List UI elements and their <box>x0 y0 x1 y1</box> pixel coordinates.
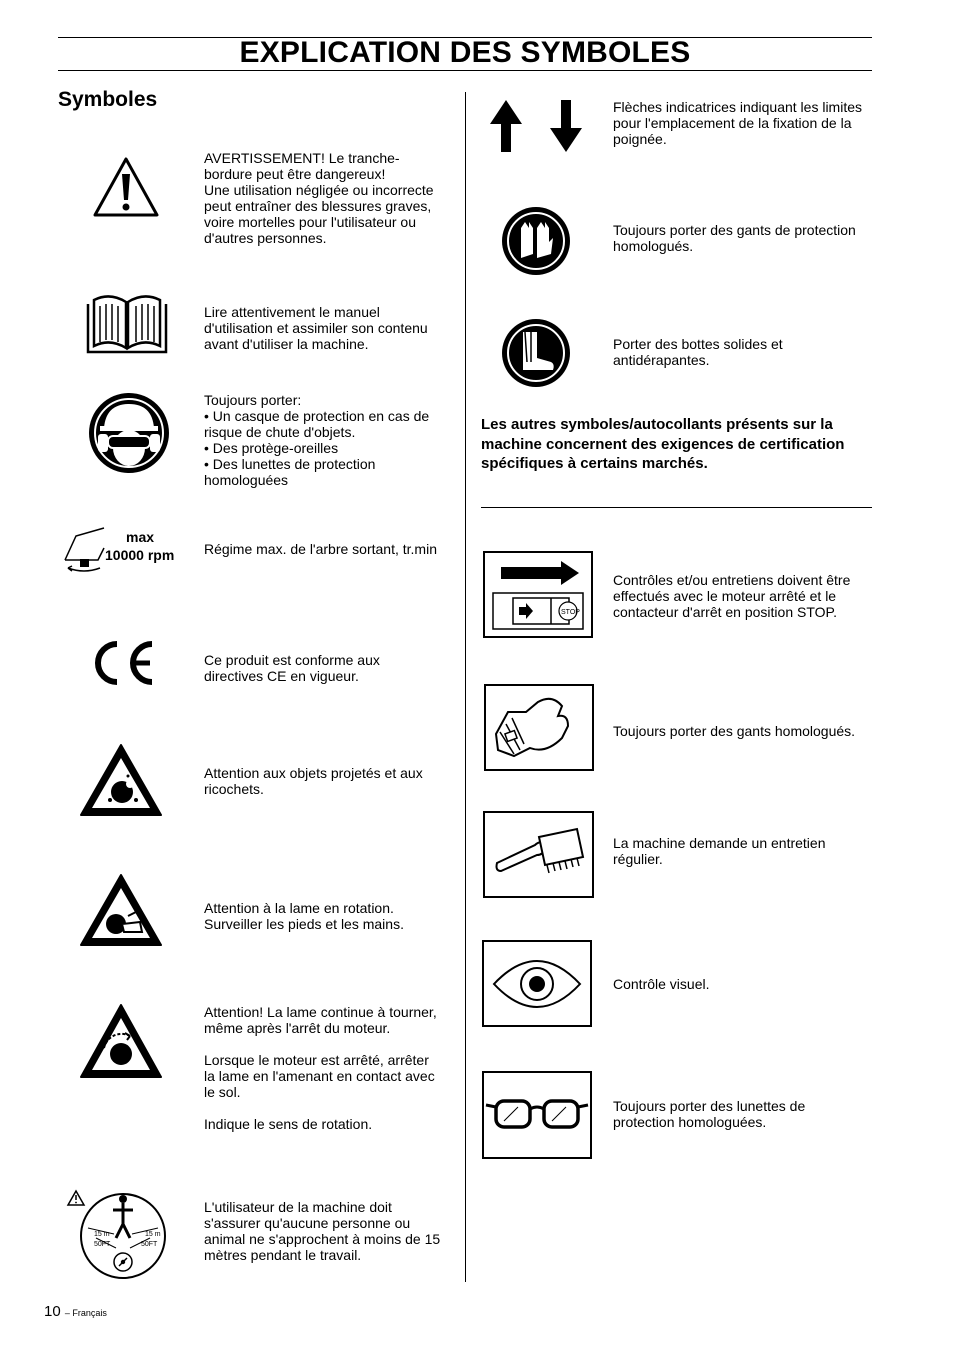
title-rule-bottom <box>58 70 872 71</box>
distance-label-ft-left: 50FT <box>94 1241 111 1248</box>
gloves2-text: Toujours porter des gants homologués. <box>613 723 856 739</box>
safety-glasses-icon <box>482 1071 592 1159</box>
page-footer <box>44 1303 107 1320</box>
eye-visual-check-icon <box>482 940 592 1027</box>
glasses-text: Toujours porter des lunettes de protection homologuées. <box>613 1098 806 1130</box>
gloves-text: Toujours porter des gants de protection homologués. <box>613 222 856 254</box>
page-number: 10 <box>44 1303 61 1320</box>
approved-gloves-icon <box>484 684 594 771</box>
safety-boots-icon <box>501 318 571 388</box>
projected-text: Attention aux objets projetés et aux ricochets. <box>204 765 423 797</box>
stop-text: Contrôles et/ou entretiens doivent être effectués avec le moteur arrêté et le contacteur d'arrêt en position STOP. <box>613 572 851 620</box>
safety-distance-icon <box>66 1188 176 1282</box>
ce-text: Ce produit est conforme aux directives CE en vigueur. <box>204 652 380 684</box>
footer-language: – Français <box>64 1308 107 1318</box>
boots-text: Porter des bottes solides et antidérapantes. <box>613 336 783 368</box>
arrows-text: Flèches indicatrices indiquant les limites pour l'emplacement de la fixation de la poignée. <box>613 99 862 147</box>
blade-continues-icon <box>78 1002 164 1080</box>
warning-triangle-icon <box>92 156 160 218</box>
other-symbols-note: Les autres symboles/autocollants présents sur la machine concernent des exigences de certification spécifiques à certains marchés. <box>481 416 845 472</box>
helmet-earmuffs-goggles-icon <box>88 392 170 474</box>
manual-book-icon <box>86 294 168 354</box>
section-title: Symboles <box>58 88 158 111</box>
warning-text: AVERTISSEMENT! Le tranche- bordure peut être dangereux! Une utilisation négligée ou incorrecte peut entraîner des blessures graves, voire mortelles pour l'utilisateur ou d'autres personnes. <box>204 150 434 246</box>
visual-text: Contrôle visuel. <box>613 976 710 992</box>
ppe-text: Toujours porter: • Un casque de protection en cas de risque de chute d'objets. • Des protège-oreilles • Des lunettes de protection homologuées <box>204 392 430 488</box>
stop-label: STOP <box>561 609 580 616</box>
rpm-value-label: 10000 rpm <box>105 547 175 563</box>
up-down-arrows-icon <box>488 100 584 152</box>
rpm-max-label: max <box>126 529 155 545</box>
rpm-text: Régime max. de l'arbre sortant, tr.min <box>204 541 437 557</box>
stop-switch-icon <box>483 551 593 638</box>
distance-text: L'utilisateur de la machine doit s'assurer qu'aucune personne ou animal ne s'approchent à moins de 15 mètres pendant le travail. <box>204 1199 441 1263</box>
blade-continues-text: Attention! La lame continue à tourner, même après l'arrêt du moteur. Lorsque le moteur est arrêté, arrêter la lame en l'amenant en contact avec le sol. Indique le sens de rotation. <box>204 1004 437 1132</box>
projected-objects-icon <box>78 742 164 818</box>
brush-maintenance-icon <box>483 811 594 898</box>
manual-text: Lire attentivement le manuel d'utilisation et assimiler son contenu avant d'utiliser la machine. <box>204 304 428 352</box>
right-divider <box>481 507 872 508</box>
maintenance-text: La machine demande un entretien régulier. <box>613 835 826 867</box>
protective-gloves-icon <box>501 206 571 276</box>
rotating-blade-icon <box>78 872 164 948</box>
distance-label-m-right: 15 m <box>145 1231 161 1238</box>
column-divider <box>465 92 466 1282</box>
ce-mark-icon <box>90 640 156 686</box>
output-shaft-icon <box>62 526 108 574</box>
distance-label-m-left: 15 m <box>94 1231 110 1238</box>
page-title: EXPLICATION DES SYMBOLES <box>239 36 691 69</box>
distance-label-ft-right: 50FT <box>141 1241 158 1248</box>
rotating-text: Attention à la lame en rotation. Surveiller les pieds et les mains. <box>204 900 404 932</box>
